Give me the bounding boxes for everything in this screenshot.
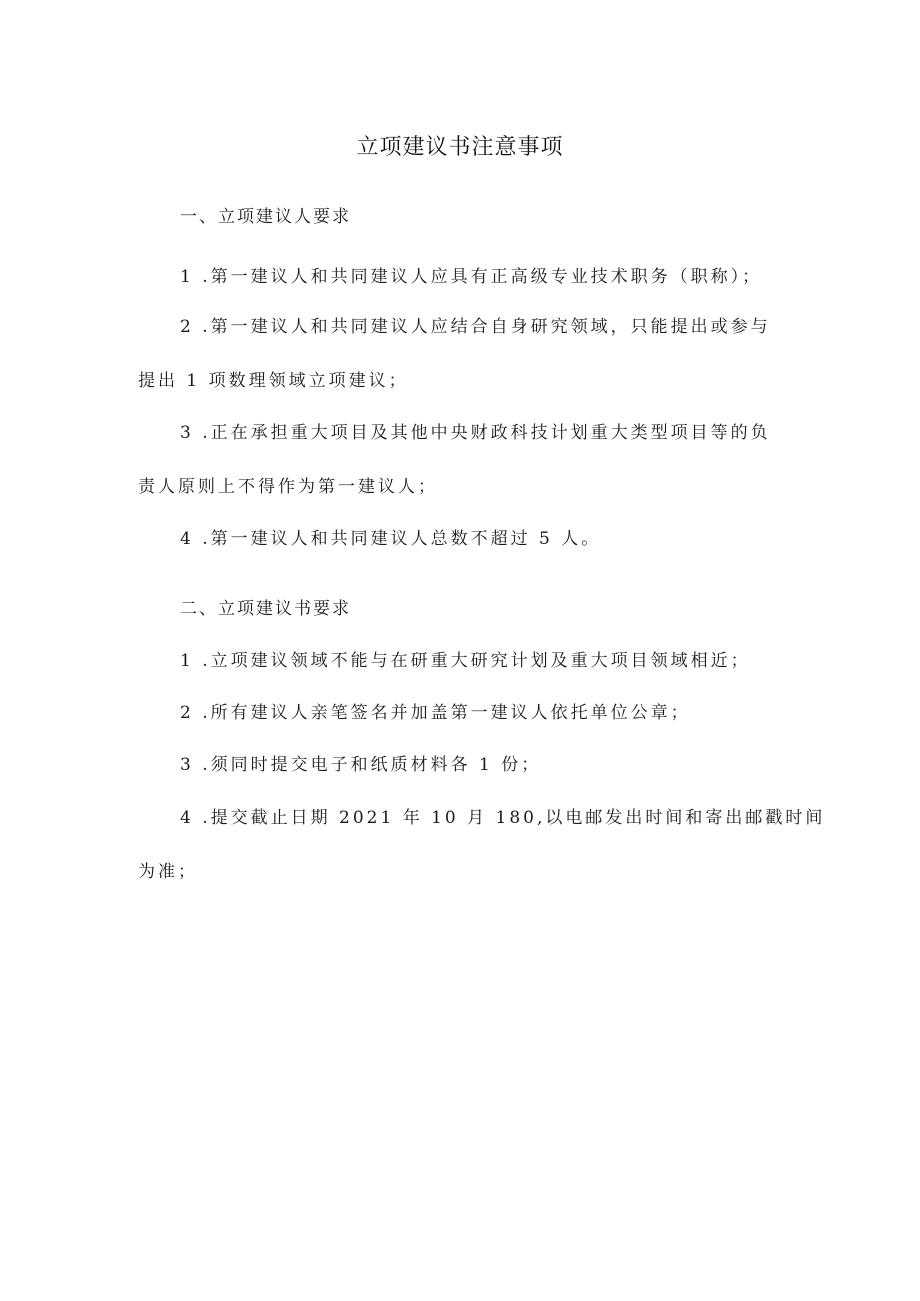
section-1-item-3-line-2: 责人原则上不得作为第一建议人； bbox=[138, 477, 438, 497]
section-2-item-4-line-1: 4 .提交截止日期 2021 年 10 月 180,以电邮发出时间和寄出邮戳时间 bbox=[180, 808, 826, 828]
document-title: 立项建议书注意事项 bbox=[356, 135, 564, 160]
section-2-item-2: 2 .所有建议人亲笔签名并加盖第一建议人依托单位公章； bbox=[180, 703, 691, 723]
section-2-item-3: 3 .须同时提交电子和纸质材料各 1 份； bbox=[180, 755, 542, 775]
section-1-heading: 一、立项建议人要求 bbox=[180, 207, 351, 227]
section-1-item-4: 4 .第一建议人和共同建议人总数不超过 5 人。 bbox=[180, 529, 602, 549]
section-2-item-4-line-2: 为准； bbox=[138, 862, 198, 882]
section-1-item-3-line-1: 3 .正在承担重大项目及其他中央财政科技计划重大类型项目等的负 bbox=[180, 423, 771, 443]
section-1-item-2-line-1: 2 .第一建议人和共同建议人应结合自身研究领域，只能提出或参与 bbox=[180, 317, 771, 337]
section-2-heading: 二、立项建议书要求 bbox=[180, 599, 351, 619]
section-1-item-1: 1 .第一建议人和共同建议人应具有正高级专业技术职务（职称）； bbox=[180, 267, 763, 287]
section-1-item-2-line-2: 提出 1 项数理领域立项建议； bbox=[138, 371, 409, 391]
section-2-item-1: 1 .立项建议领域不能与在研重大研究计划及重大项目领域相近； bbox=[180, 651, 751, 671]
